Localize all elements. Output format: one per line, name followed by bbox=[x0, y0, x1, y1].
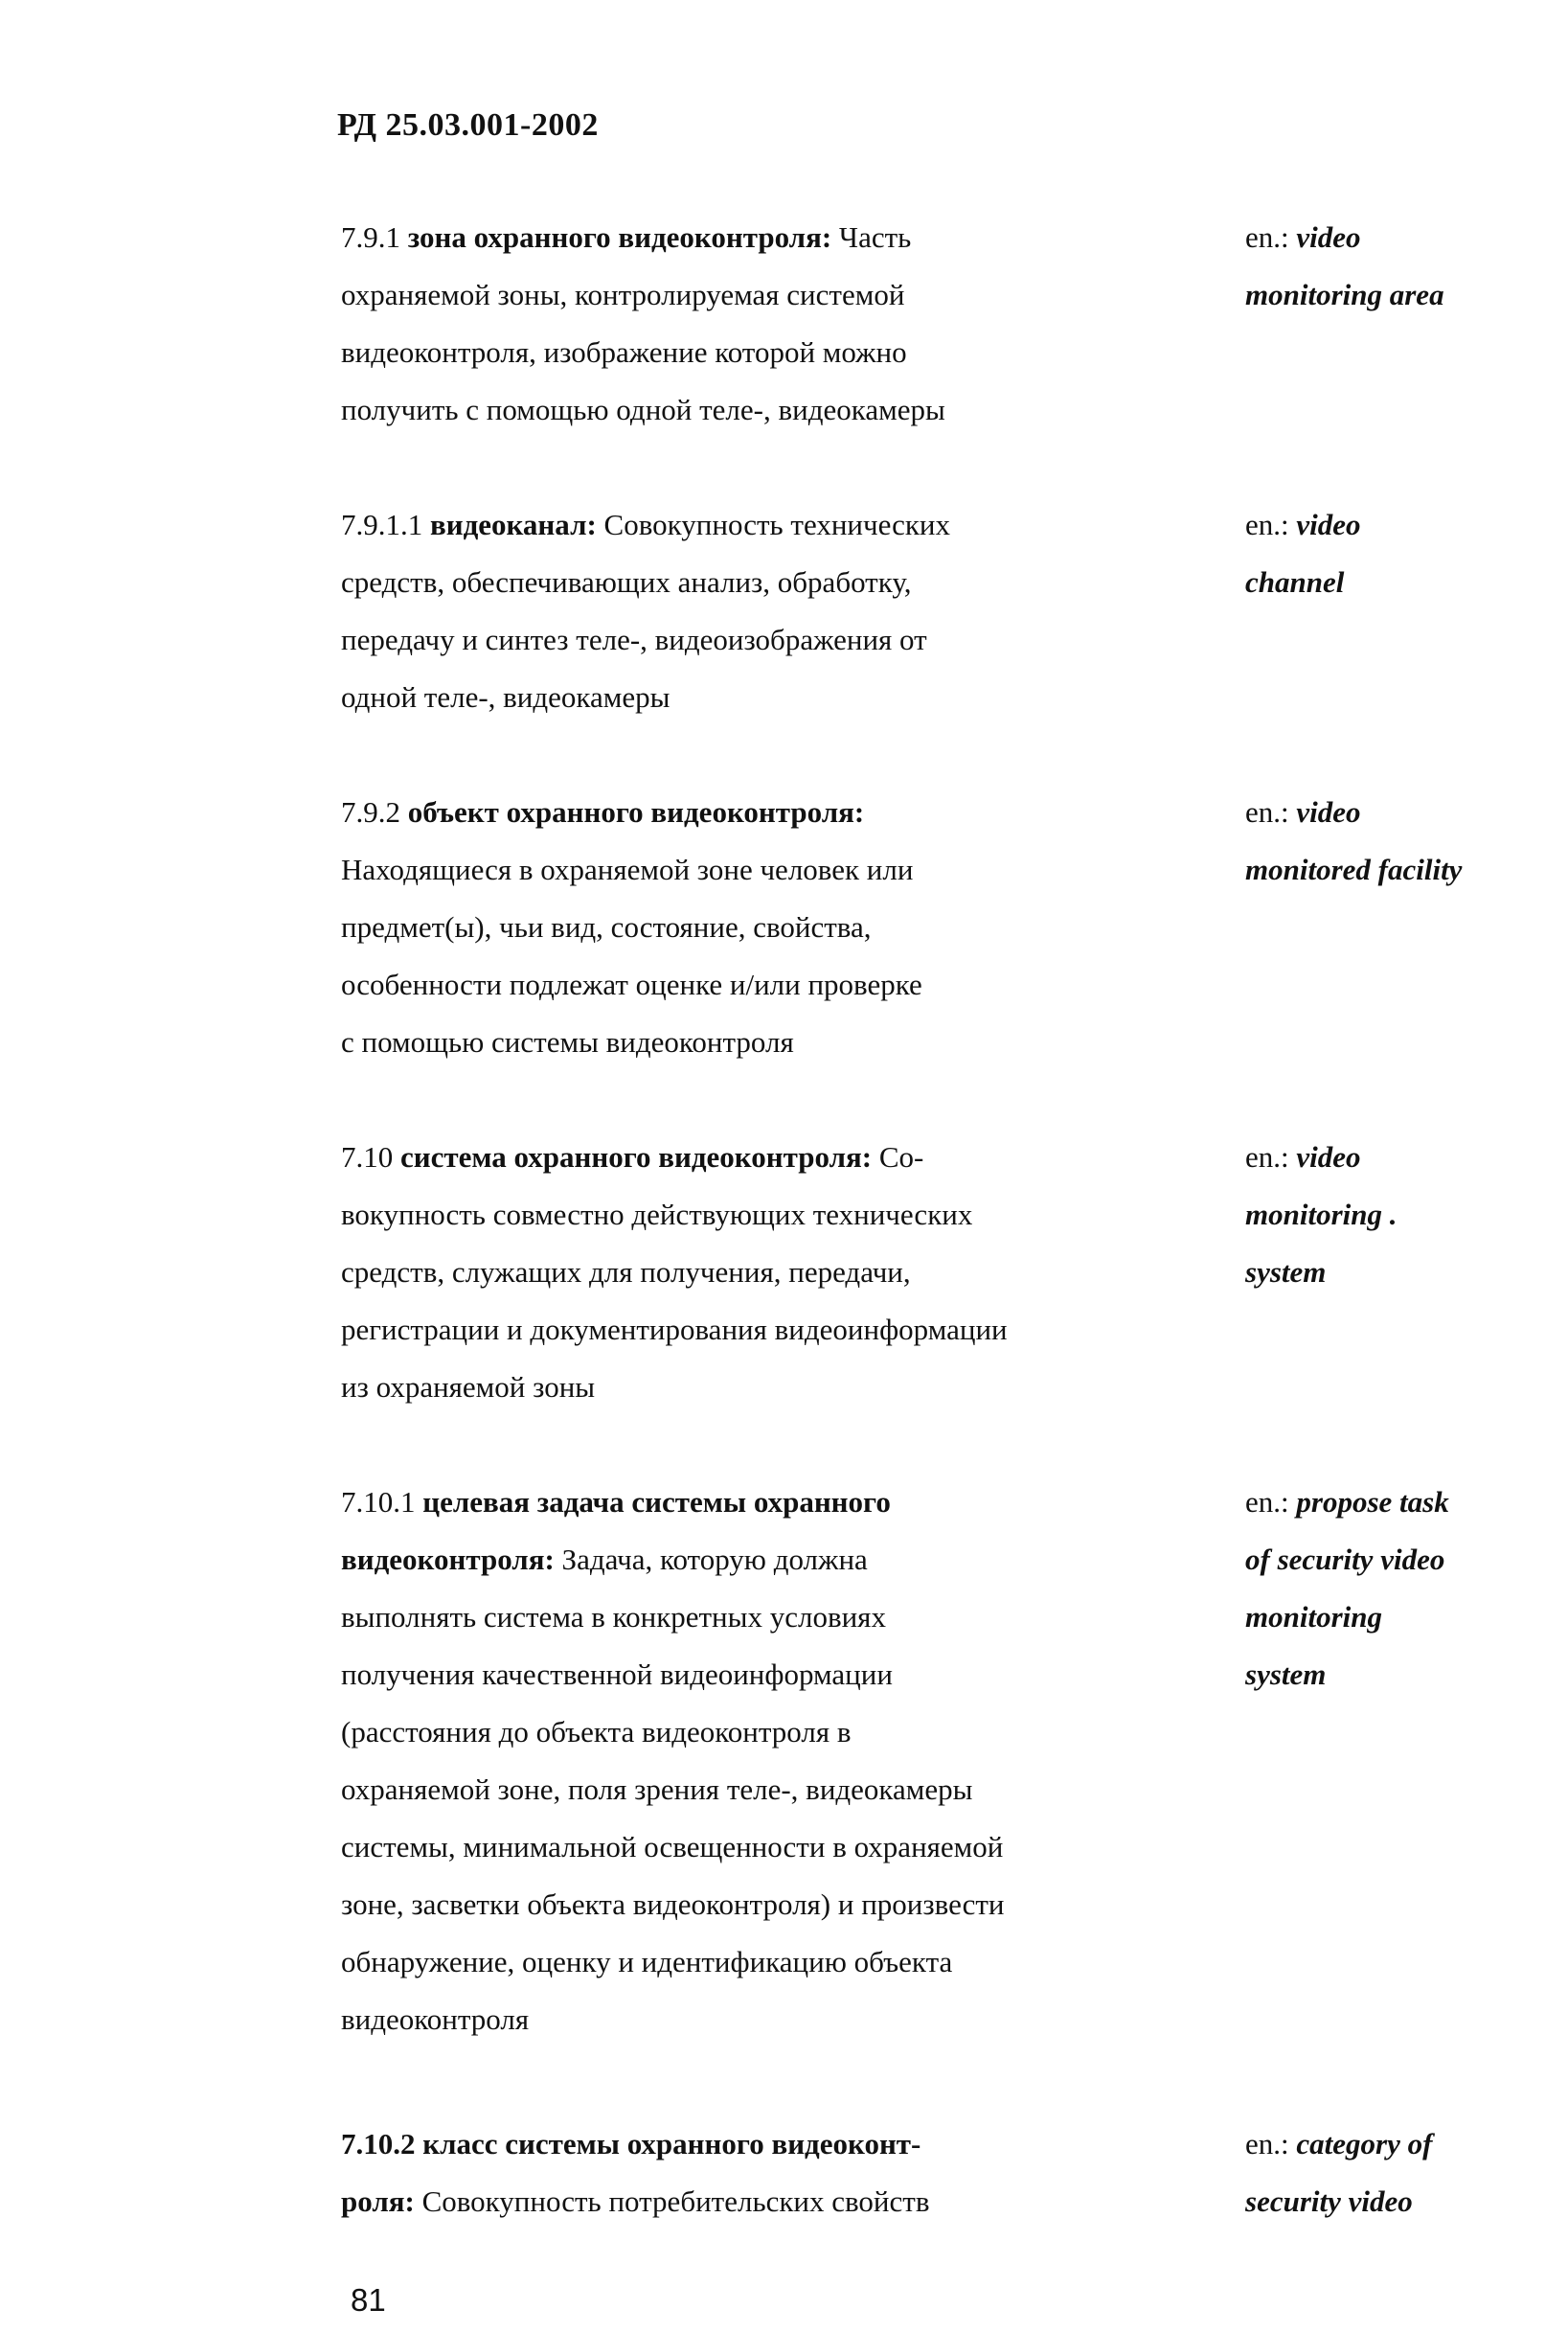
definition-text: Со- bbox=[878, 1140, 924, 1174]
english-prefix: en.: bbox=[1245, 220, 1289, 254]
definition-line: (расстояния до объекта видеоконтроля в bbox=[341, 1715, 852, 1749]
english-equivalent bbox=[1245, 496, 1561, 611]
english-term: video bbox=[1296, 795, 1361, 829]
english-prefix: en.: bbox=[1245, 2127, 1289, 2161]
definition-line bbox=[341, 2173, 1126, 2230]
entry-number: 7.10.1 bbox=[341, 1485, 416, 1519]
definition-line: Находящиеся в охраняемой зоне человек или bbox=[341, 853, 914, 886]
english-term: video bbox=[1296, 1140, 1361, 1174]
entry-definition bbox=[341, 1129, 1126, 1416]
definition-line: выполнять система в конкретных условиях bbox=[341, 1600, 886, 1634]
english-term: video bbox=[1296, 508, 1361, 541]
definition-line bbox=[341, 1129, 1126, 1186]
english-term: channel bbox=[1245, 565, 1345, 599]
definition-line: одной теле-, видеокамеры bbox=[341, 680, 670, 714]
definition-line: средств, служащих для получения, передачи, bbox=[341, 1255, 911, 1289]
entry-term-continued: роля: bbox=[341, 2184, 415, 2218]
entry-definition bbox=[341, 784, 1126, 1071]
definition-line: с помощью системы видеоконтроля bbox=[341, 1025, 794, 1059]
english-term: propose task bbox=[1296, 1485, 1449, 1519]
entry-number: 7.9.2 bbox=[341, 795, 400, 829]
english-term: security video bbox=[1245, 2184, 1413, 2218]
definition-text: Задача, которую должна bbox=[561, 1543, 868, 1576]
entry-definition bbox=[341, 496, 1126, 726]
definition-line: предмет(ы), чьи вид, состояние, свойства, bbox=[341, 910, 872, 944]
definition-line: обнаружение, оценку и идентификацию объекта bbox=[341, 1945, 953, 1978]
definition-text: Совокупность потребительских свойств bbox=[421, 2184, 930, 2218]
english-term: monitoring area bbox=[1245, 278, 1444, 311]
english-term: category of bbox=[1296, 2127, 1433, 2161]
english-term: monitoring . bbox=[1245, 1198, 1398, 1231]
definition-line bbox=[341, 1531, 1126, 1589]
definition-line: видеоконтроля, изображение которой можно bbox=[341, 335, 907, 369]
english-term: monitoring bbox=[1245, 1600, 1382, 1634]
english-term: monitored facility bbox=[1245, 853, 1463, 886]
english-prefix: en.: bbox=[1245, 1485, 1289, 1519]
page-number: 81 bbox=[351, 2282, 386, 2318]
entry-term-continued: видеоконтроля: bbox=[341, 1543, 555, 1576]
definition-line: получения качественной видеоинформации bbox=[341, 1658, 893, 1691]
english-term: of security video bbox=[1245, 1543, 1445, 1576]
definition-line: охраняемой зоне, поля зрения теле-, видеокамеры bbox=[341, 1772, 973, 1806]
definition-line bbox=[341, 784, 1126, 841]
definition-line bbox=[341, 2115, 1126, 2173]
english-line bbox=[1245, 1129, 1561, 1186]
english-term: system bbox=[1245, 1658, 1327, 1691]
definition-line: видеоконтроля bbox=[341, 2002, 530, 2036]
document-code-header: РД 25.03.001-2002 bbox=[337, 107, 599, 143]
definition-line bbox=[341, 496, 1126, 554]
entry-definition bbox=[341, 209, 1126, 439]
entry-term: система охранного видеоконтроля: bbox=[400, 1140, 873, 1174]
definition-line: зоне, засветки объекта видеоконтроля) и произвести bbox=[341, 1887, 1005, 1921]
entry-term: зона охранного видеоконтроля: bbox=[407, 220, 832, 254]
definition-text: Совокупность технических bbox=[603, 508, 951, 541]
definition-line: из охраняемой зоны bbox=[341, 1370, 596, 1404]
entry-term: видеоканал: bbox=[430, 508, 597, 541]
english-prefix: en.: bbox=[1245, 795, 1289, 829]
english-line bbox=[1245, 2115, 1561, 2173]
english-line bbox=[1245, 496, 1561, 554]
entry-number: 7.9.1.1 bbox=[341, 508, 423, 541]
definition-line bbox=[341, 209, 1126, 266]
entry-number: 7.10 bbox=[341, 1140, 394, 1174]
entry-number: 7.10.2 bbox=[341, 2127, 416, 2161]
definition-line bbox=[341, 1474, 1126, 1531]
definition-line: охраняемой зоны, контролируемая системой bbox=[341, 278, 905, 311]
definition-line: особенности подлежат оценке и/или проверке bbox=[341, 968, 922, 1001]
english-equivalent bbox=[1245, 1129, 1561, 1301]
english-prefix: en.: bbox=[1245, 1140, 1289, 1174]
entry-definition bbox=[341, 1474, 1126, 2048]
definition-line: системы, минимальной освещенности в охраняемой bbox=[341, 1830, 1004, 1863]
definition-line: вокупность совместно действующих технических bbox=[341, 1198, 973, 1231]
entry-term: объект охранного видеоконтроля: bbox=[407, 795, 865, 829]
definition-line: регистрации и документирования видеоинформации bbox=[341, 1313, 1008, 1346]
entry-term: целевая задача системы охранного bbox=[422, 1485, 891, 1519]
entry-number: 7.9.1 bbox=[341, 220, 400, 254]
definition-line: средств, обеспечивающих анализ, обработку, bbox=[341, 565, 912, 599]
english-equivalent bbox=[1245, 1474, 1561, 1703]
definition-line: получить с помощью одной теле-, видеокамеры bbox=[341, 393, 945, 426]
definition-line: передачу и синтез теле-, видеоизображения от bbox=[341, 623, 927, 656]
english-prefix: en.: bbox=[1245, 508, 1289, 541]
english-line bbox=[1245, 1474, 1561, 1531]
entry-definition bbox=[341, 2115, 1126, 2230]
english-term: system bbox=[1245, 1255, 1327, 1289]
english-equivalent bbox=[1245, 784, 1561, 899]
english-line bbox=[1245, 209, 1561, 266]
english-equivalent bbox=[1245, 209, 1561, 324]
definition-text: Часть bbox=[838, 220, 912, 254]
english-equivalent bbox=[1245, 2115, 1561, 2230]
english-term: video bbox=[1296, 220, 1361, 254]
entry-term: класс системы охранного видеоконт- bbox=[422, 2127, 921, 2161]
english-line bbox=[1245, 784, 1561, 841]
